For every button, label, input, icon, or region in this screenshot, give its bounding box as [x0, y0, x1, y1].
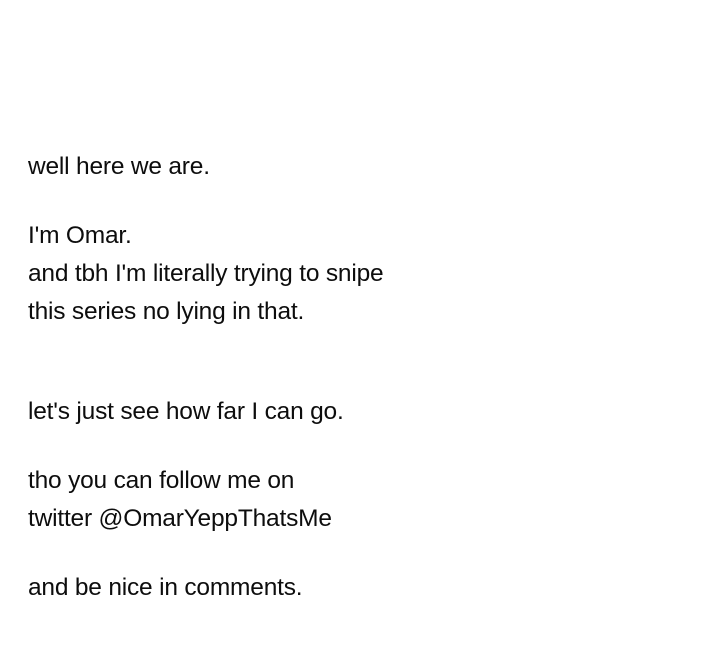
paragraph-spacer: [28, 431, 688, 462]
paragraph-closing: [28, 569, 688, 607]
paragraph-spacer: [28, 186, 688, 217]
text-line-handle: twitter @OmarYeppThatsMe: [28, 505, 332, 532]
paragraph-spacer: [28, 538, 688, 569]
text-line: this series no lying in that.: [28, 298, 305, 325]
paragraph-intro: [28, 148, 688, 186]
text-line: tho you can follow me on: [28, 467, 295, 494]
text-line: and be nice in comments.: [28, 574, 303, 601]
text-line: I'm Omar.: [28, 222, 132, 249]
text-line: well here we are.: [28, 153, 210, 180]
paragraph-social: [28, 462, 688, 538]
paragraph-spacer-large: [28, 331, 688, 393]
paragraph-identity: [28, 217, 688, 331]
text-line: let's just see how far I can go.: [28, 398, 344, 425]
paragraph-goal: [28, 393, 688, 431]
document-text-block: [28, 148, 688, 607]
text-line: and tbh I'm literally trying to snipe: [28, 260, 384, 287]
